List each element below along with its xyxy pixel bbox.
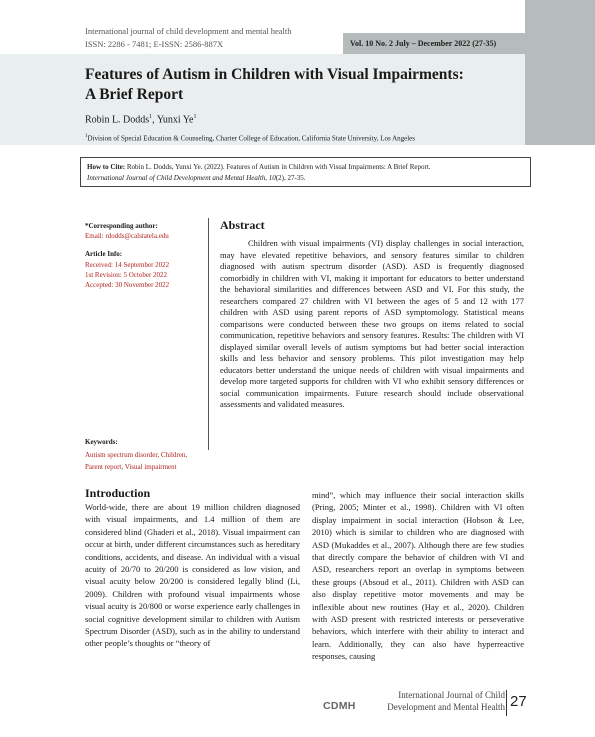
paper-title [85,65,515,105]
citation-journal: International Journal of Child Development and Mental Health, [87,173,268,182]
keywords-heading: Keywords: [85,438,118,446]
title-line-2: A Brief Report [85,86,184,103]
footer-journal-name [365,690,505,713]
page-number: 27 [510,693,527,710]
citation-volume: 10 [267,173,276,182]
corresponding-heading: *Corresponding author: [85,222,158,230]
author-name: Robin L. Dodds [85,114,150,126]
title-line-1: Features of Autism in Children with Visual Impairments: [85,66,464,83]
author-list [85,114,197,125]
affiliation-text: Division of Special Education & Counseling, Charter College of Education, California State University, Los Angeles [87,134,416,143]
volume-banner: Vol. 10 No. 2 July – December 2022 (27-35) [343,33,525,54]
header-journal-name: International journal of child development and mental health [85,26,292,36]
article-sidebar [85,221,203,290]
author-separator: , [152,114,157,126]
introduction-heading: Introduction [85,486,151,500]
affiliation-mark: 1 [85,134,88,139]
column-divider [208,218,209,450]
citation-label: How to Cite: [87,163,126,171]
introduction-column-2: mind”, which may influence their social interaction skills (Pring, 2005; Minter et al., 1998). Children with VI often display impairment in social interaction (Hobson & Lee, 2010) which is similar to children who are diagnosed with ASD (Mukaddes et al., 2007). Although there are few studies that directly compare the behavior of children with VI and ASD, researchers report an overlap in symptoms between these groups (Absoud et al., 2011). Children with ASD can also display repetitive motor movements and may be inflexible about new routines (Hay et al., 2020). Children with ASD present with restricted interests or perseverative behaviors, which interfere with their ability to interact and learn. Additionally, they can also have hyperreactive responses, causing [312,490,524,662]
affiliation [85,134,415,142]
revision-date: 1st Revision: 5 October 2022 [85,270,168,279]
corresponding-email[interactable]: Email: rdodds@calstatela.edu [85,232,169,241]
received-date: Received: 14 September 2022 [85,260,170,269]
header-issn: ISSN: 2286 - 7481; E-ISSN: 2586-887X [85,39,224,49]
abstract-heading: Abstract [220,218,265,232]
cdmh-logo: CDMH [323,700,356,712]
article-info-heading: Article Info: [85,250,123,259]
side-color-bar [525,0,595,145]
keywords-line-1: Autism spectrum disorder, Children, [85,450,188,459]
citation-text: Robin L. Dodds, Yunxi Ye. (2022). Features of Autism in Children with Visual Impairments: A Brief Report. [125,163,431,171]
author-name: Yunxi Ye [156,114,194,126]
accepted-date: Accepted: 30 November 2022 [85,281,170,290]
footer-divider [506,690,507,716]
introduction-column-1: World-wide, there are about 19 million children diagnosed with visual impairments, and 1.4 million of them are considered blind (Ghaderi et al., 2018). Visual impairment can occur at birth, under different circumstances such as hereditary conditions, accidents, and disease. An individual with a visual acuity of 20/70 to 20/200 is considered as low vision, and visual acuity below 20/200 is considered legally blind (Li, 2009). Children with profound visual impairments whose visual acuity is 20/800 or worse experience early challenges in social cognitive development similar to children with Autism Spectrum Disorder (ASD), such as in the ability to understand other people’s thoughts or “theory of [85,502,300,649]
author-affil-mark: 1 [149,114,153,120]
footer-journal-line-1: International Journal of Child [398,690,505,700]
author-affil-mark: 1 [193,114,197,120]
keywords-line-2: Parent report, Visual impairment [85,463,177,471]
keywords-block [85,436,203,474]
abstract-text: Children with visual impairments (VI) display challenges in social interaction, may have elevated repetitive behaviors, and sensory features similar to children diagnosed with autism spectrum disorder (ASD). ASD is frequently diagnosed comorbidly in children with VI, making it important for educators to better understand the behavioral similarities and differences between ASD and VI. For this study, the researchers compared 27 children with VI between the ages of 5 and 12 with 177 children with ASD using parent reports of ASD symptomology. Statistical means comparisons were conducted between these two groups on items related to social communication, repetitive behaviors and sensory features. Results: The children with VI displayed similar overall levels of autism symptoms but had better social interaction skills and less behavior and sensory problems. This pilot investigation may help educators better understand the unique needs of children with visual impairments and develop more targeted supports for children with VI who exhibit sensory differences or social communication impairments. Future research should include observational assessments and validated measures. [220,238,524,409]
citation-pages: (2), 27-35. [275,173,306,182]
citation-box [80,157,531,187]
footer-journal-line-2: Development and Mental Health [387,701,505,712]
